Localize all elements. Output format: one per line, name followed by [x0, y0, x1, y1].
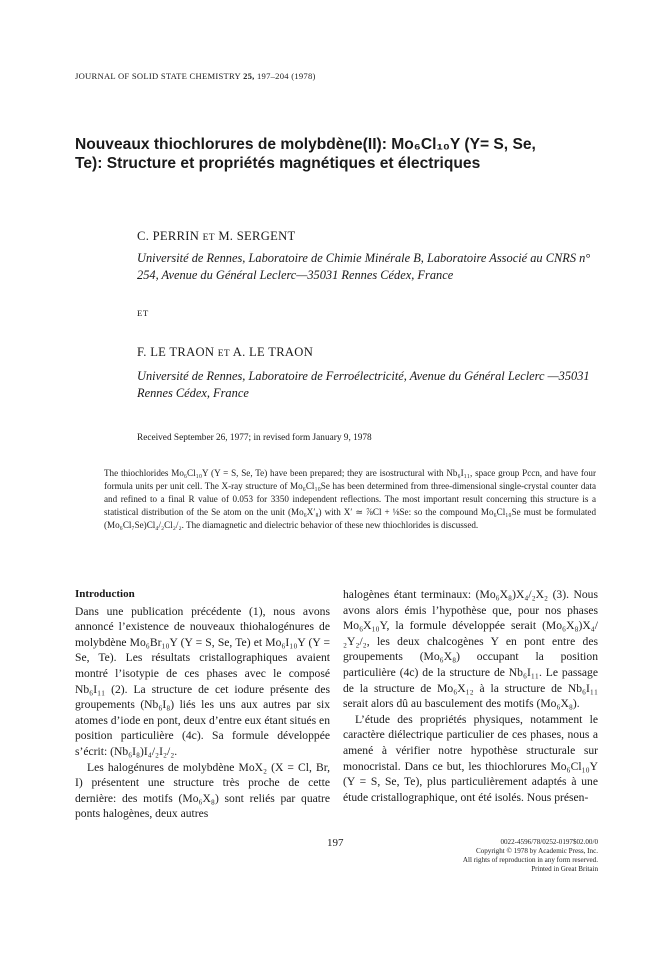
author-name: A. LE TRAON: [232, 345, 314, 359]
body-column-left: [75, 587, 330, 822]
article-title: [75, 135, 615, 173]
author-name: M. SERGENT: [218, 229, 296, 243]
body-paragraph: L’étude des propriétés physiques, notamment le caractère diélectrique particulier de ces phases, nous a amené à vérifier notre hypothèse structurale sur monocristal. Dans ce but, les thiochlorures Mo₆Cl₁₀Y (Y = S, Se, Te), plus particulièrement adaptés à une étude cristallographique, ont été isolés. Nous présen-: [343, 712, 598, 804]
copyright-block: [390, 838, 598, 874]
article-code: 0022-4596/78/0252-0197$02.00/0: [500, 838, 598, 846]
abstract: The thiochlorides Mo₆Cl₁₀Y (Y = S, Se, Te) have been prepared; they are isostructural with Nb₆I₁₁, space group Pccn, and have four formula units per unit cell. The X-ray structure of Mo₆Cl₁₀Se has been determined from three-dimensional single-crystal counter data and refined to a final R value of 0.053 for 3350 independent reflections. The most important result concerning this structure is a statistical distribution of the Se atom on the unit (Mo₆X′₈) with X′ ≃ ⅞Cl + ⅛Se: so the compound Mo₆Cl₁₀Se must be formulated (Mo₆Cl₇Se)Cl₄/₂Cl₂/₂. The diamagnetic and dielectric behavior of these new thiochlorides is discussed.: [104, 468, 596, 530]
affiliation-1: Université de Rennes, Laboratoire de Chimie Minérale B, Laboratoire Associé au CNRS n° 254, Avenue du Général Leclerc—35031 Rennes Cédex, France: [137, 251, 591, 282]
body-paragraph: Dans une publication précédente (1), nous avons annoncé l’existence de nouveaux thiohalogénures de molybdène Mo₆Br₁₀Y (Y = S, Se, Te) et Mo₆I₁₀Y (Y = Se, Te). Les résultats cristallographiques avaient montré l’isotypie de ces phases avec le composé Nb₆I₁₁ (2). La structure de cet iodure présente des groupements (Nb₆I₈) liés les uns aux autres par six atomes d’iode en pont, deux d’entre eux étant situés en position particulière (4c). Sa formule développée s’écrit: (Nb₆I₈)I₄/₂I₂/₂.: [75, 604, 330, 758]
article-title-line-2: Te): Structure et propriétés magnétiques et électriques: [75, 155, 481, 172]
author-conjunction: ET: [202, 233, 215, 243]
body-paragraph: halogènes étant terminaux: (Mo₆X₈)X₄/₂X₂ (3). Nous avons alors émis l’hypothèse que, pour nos phases Mo₆X₁₀Y, la formule développée serait (Mo₆X₈)X₄/₂Y₂/₂, les deux chalcogènes Y en pont entre des groupements (Mo₆X₈) occupant la position particulière (4c) de la structure de Nb₆I₁₁. Le passage de la structure de Mo₆X₁₂ à la structure de Nb₆I₁₁ serait alors dû au basculement des motifs (Mo₆X₈).: [343, 588, 598, 711]
author-conjunction: ET: [217, 349, 230, 359]
received-dates: Received September 26, 1977; in revised form January 9, 1978: [137, 433, 372, 443]
authors-group-1: [137, 229, 295, 244]
page-number: 197: [327, 837, 344, 849]
rights-line: All rights of reproduction in any form reserved.: [462, 856, 598, 864]
copyright-line: Copyright © 1978 by Academic Press, Inc.: [475, 847, 598, 855]
author-name: C. PERRIN: [137, 229, 200, 243]
body-paragraph: Les halogénures de molybdène MoX₂ (X = Cl, Br, I) présentent une structure très proche de cette dernière: des motifs (Mo₆X₈) sont reliés par quatre ponts halogènes, deux autres: [75, 760, 330, 821]
section-heading-introduction: Introduction: [75, 588, 135, 600]
author-name: F. LE TRAON: [137, 345, 215, 359]
journal-header: [75, 71, 316, 81]
article-title-line-1: Nouveaux thiochlorures de molybdène(II): Mo₆Cl₁₀Y (Y= S, Se,: [75, 136, 536, 153]
body-column-right: [343, 587, 598, 805]
author-group-separator: ET: [137, 308, 149, 318]
journal-pages-year: 197–204 (1978): [256, 71, 316, 81]
affiliation-2: Université de Rennes, Laboratoire de Ferroélectricité, Avenue du Général Leclerc —35031 Rennes Cédex, France: [137, 369, 590, 400]
authors-group-2: [137, 345, 313, 360]
journal-name: JOURNAL OF SOLID STATE CHEMISTRY: [75, 71, 241, 81]
printed-line: Printed in Great Britain: [531, 865, 598, 873]
journal-volume: 25,: [243, 71, 255, 81]
